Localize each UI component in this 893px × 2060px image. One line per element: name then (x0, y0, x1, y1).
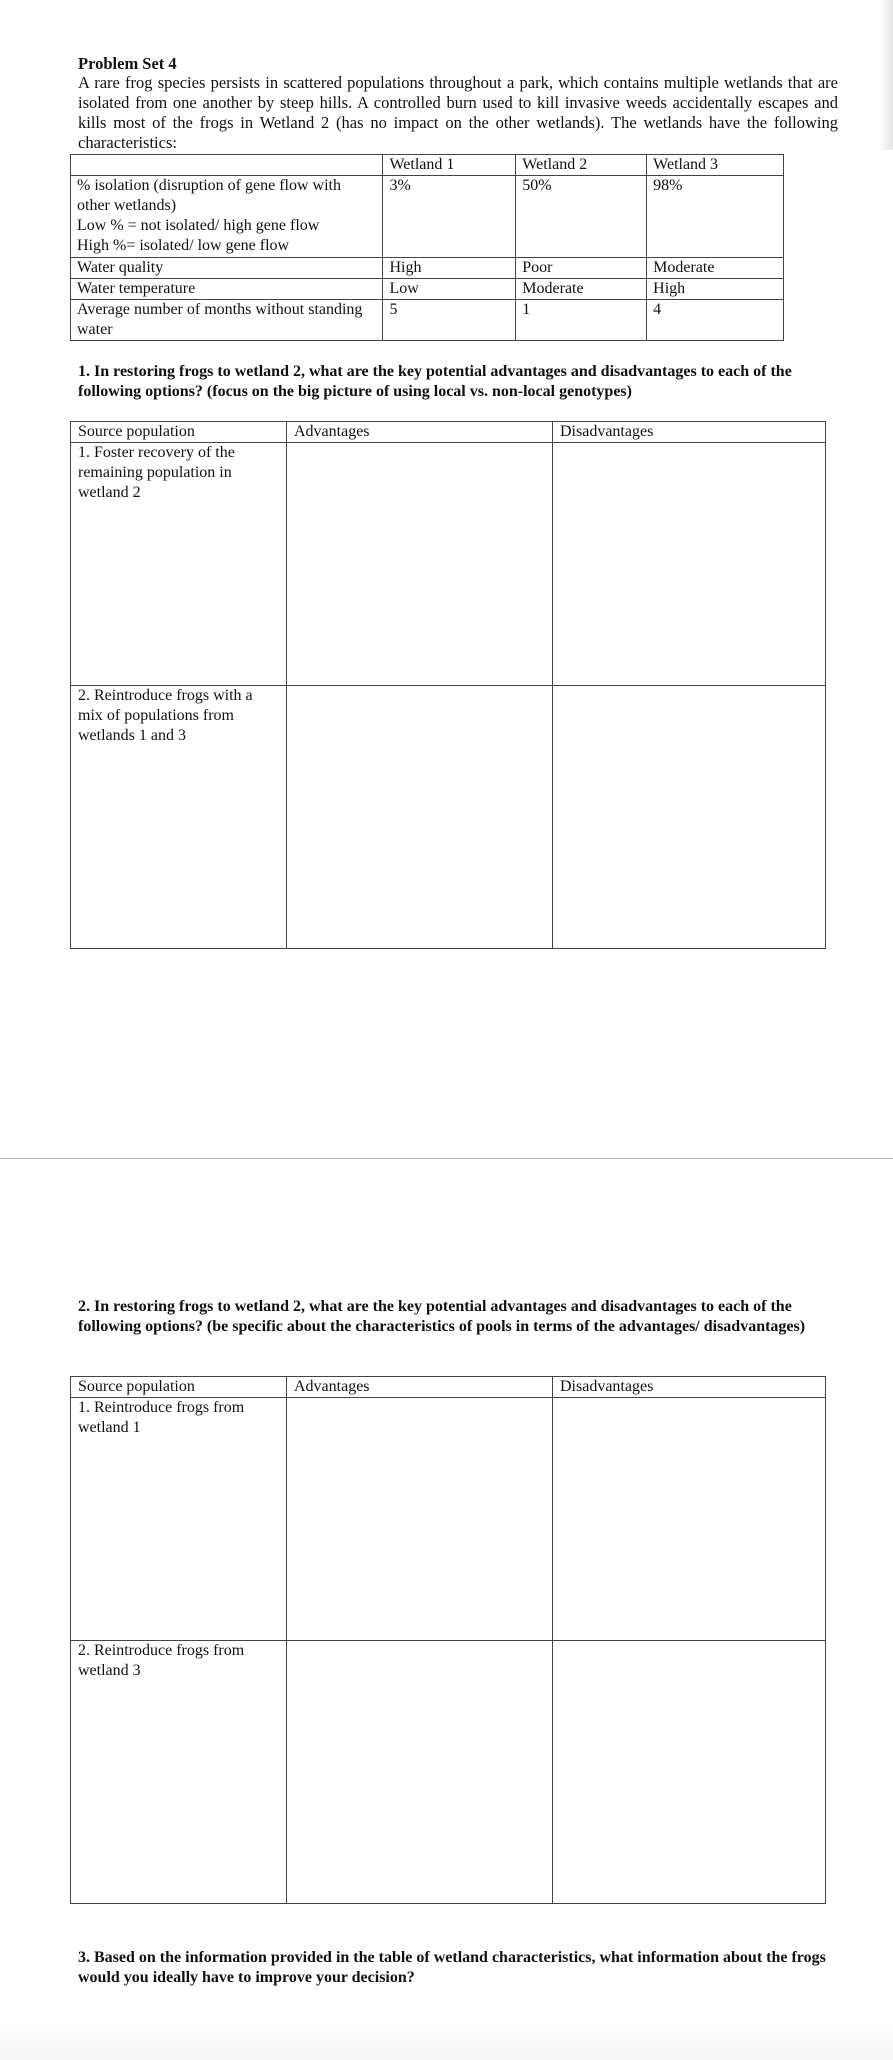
table-row (71, 443, 826, 686)
option-label: 1. Reintroduce frogs from wetland 1 (71, 1398, 287, 1641)
table-header-row (71, 422, 826, 443)
question-2-answer-table (70, 1376, 826, 1904)
isolation-label: % isolation (disruption of gene flow with other wetlands) (77, 177, 341, 214)
disadvantages-answer-cell[interactable] (553, 443, 826, 686)
table-row (71, 1398, 826, 1641)
table-row (71, 1641, 826, 1904)
advantages-answer-cell[interactable] (287, 1398, 553, 1641)
table-row (71, 300, 784, 341)
table-cell: High (383, 258, 516, 279)
row-label: Water quality (71, 258, 383, 279)
row-label: Average number of months without standing water (71, 300, 383, 341)
table-row (71, 279, 784, 300)
question-3: 3. Based on the information provided in the table of wetland characteristics, what information about the frogs would you ideally have to improve your decision? (78, 1949, 826, 1986)
option-label: 2. Reintroduce frogs from wetland 3 (71, 1641, 287, 1904)
table-header-row (71, 1377, 826, 1398)
advantages-answer-cell[interactable] (287, 443, 553, 686)
table-header-cell: Disadvantages (553, 422, 826, 443)
table-row (71, 686, 826, 949)
row-label (71, 176, 383, 258)
table-header-row (71, 155, 784, 176)
option-label: 2. Reintroduce frogs with a mix of populations from wetlands 1 and 3 (71, 686, 287, 949)
table-header-cell: Source population (71, 1377, 287, 1398)
table-cell: 3% (383, 176, 516, 258)
table-header-cell (71, 155, 383, 176)
table-header-cell: Advantages (287, 1377, 553, 1398)
wetland-characteristics-table (70, 154, 784, 341)
table-header-cell: Source population (71, 422, 287, 443)
table-cell: Low (383, 279, 516, 300)
table-cell: 5 (383, 300, 516, 341)
table-header-cell: Wetland 2 (516, 155, 647, 176)
isolation-note-low: Low % = not isolated/ high gene flow (77, 217, 320, 234)
table-header-cell: Wetland 1 (383, 155, 516, 176)
table-cell: Moderate (647, 258, 784, 279)
table-header-cell: Disadvantages (553, 1377, 826, 1398)
question-1-answer-table (70, 421, 826, 949)
table-cell: High (647, 279, 784, 300)
table-cell: 4 (647, 300, 784, 341)
table-cell: 98% (647, 176, 784, 258)
problem-set-title: Problem Set 4 (78, 54, 177, 73)
page-divider (0, 1158, 893, 1159)
page-bottom-shadow (0, 2020, 893, 2060)
advantages-answer-cell[interactable] (287, 686, 553, 949)
table-header-cell: Advantages (287, 422, 553, 443)
table-cell: Moderate (516, 279, 647, 300)
disadvantages-answer-cell[interactable] (553, 1398, 826, 1641)
table-cell: 1 (516, 300, 647, 341)
table-cell: 50% (516, 176, 647, 258)
table-cell: Poor (516, 258, 647, 279)
advantages-answer-cell[interactable] (287, 1641, 553, 1904)
page-edge-shadow (879, 0, 893, 150)
table-row (71, 176, 784, 258)
table-row (71, 258, 784, 279)
row-label: Water temperature (71, 279, 383, 300)
option-label: 1. Foster recovery of the remaining population in wetland 2 (71, 443, 287, 686)
table-header-cell: Wetland 3 (647, 155, 784, 176)
disadvantages-answer-cell[interactable] (553, 686, 826, 949)
question-1: 1. In restoring frogs to wetland 2, what are the key potential advantages and disadvantages to each of the following options? (focus on the big picture of using local vs. non-local genotypes) (78, 363, 792, 400)
isolation-note-high: High %= isolated/ low gene flow (77, 237, 290, 254)
question-2: 2. In restoring frogs to wetland 2, what are the key potential advantages and disadvantages to each of the following options? (be specific about the characteristics of pools in terms of the advantages/ disadvantages) (78, 1298, 806, 1335)
intro-paragraph: A rare frog species persists in scattered populations throughout a park, which contains multiple wetlands that are isolated from one another by steep hills. A controlled burn used to kill invasive weeds accidentally escapes and kills most of the frogs in Wetland 2 (has no impact on the other wetlands). The wetlands have the following characteristics: (78, 73, 838, 152)
disadvantages-answer-cell[interactable] (553, 1641, 826, 1904)
